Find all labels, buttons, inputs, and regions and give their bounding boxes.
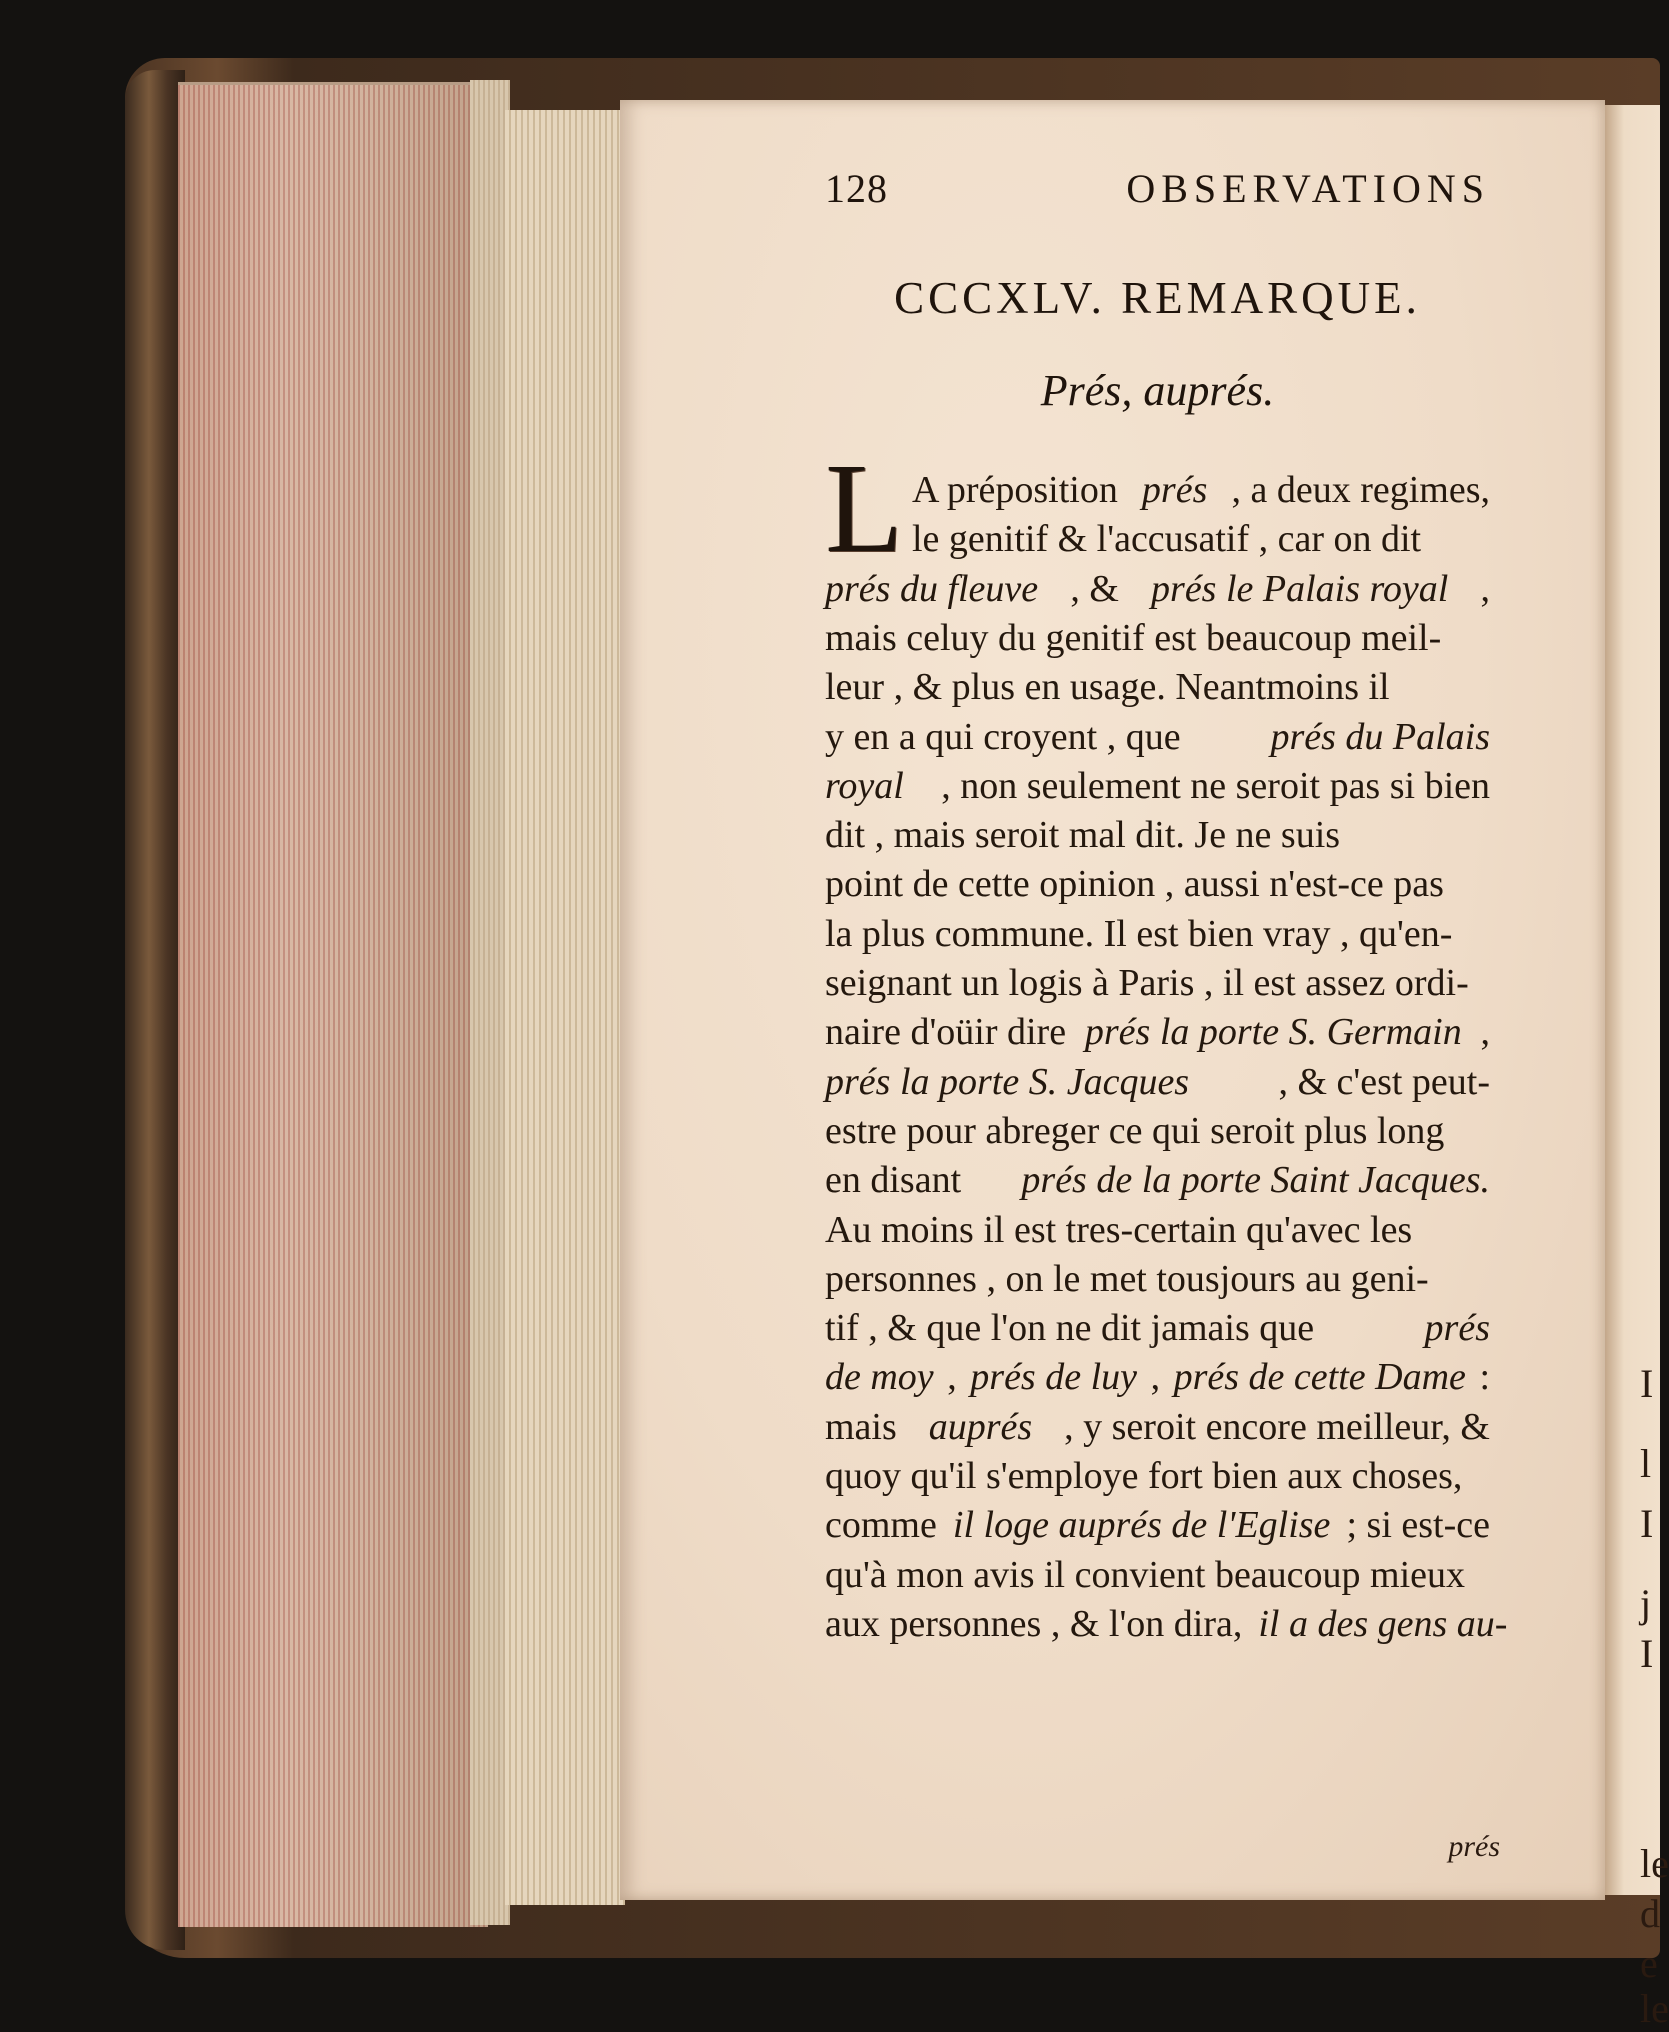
text-segment: comme	[825, 1504, 937, 1546]
text-line	[825, 1405, 1490, 1449]
text-line	[825, 764, 1490, 808]
text-line	[825, 1503, 1490, 1547]
facing-page-fragment: I	[1640, 1631, 1654, 1676]
text-segment: , a deux regimes,	[1231, 469, 1490, 511]
text-segment: :	[1479, 1356, 1490, 1398]
text-line	[825, 813, 1490, 857]
text-segment: personnes , on le met tousjours au geni-	[825, 1258, 1429, 1300]
text-segment: aux personnes , & l'on dira,	[825, 1603, 1243, 1645]
text-line	[825, 961, 1490, 1005]
text-segment: point de cette opinion , aussi n'est-ce pas	[825, 863, 1444, 905]
text-line	[825, 1454, 1490, 1498]
italic-segment: auprés	[928, 1406, 1033, 1448]
italic-segment: prés de la porte Saint Jacques.	[1021, 1159, 1490, 1201]
running-head	[825, 165, 1490, 225]
italic-segment: prés de luy	[970, 1356, 1138, 1398]
italic-segment: prés la porte S. Germain	[1084, 1011, 1462, 1053]
italic-segment: royal	[825, 765, 904, 807]
text-line	[825, 715, 1490, 759]
page-number: 128	[825, 166, 888, 211]
text-line	[912, 517, 1490, 561]
remark-heading: CCCXLV. REMARQUE.	[894, 273, 1421, 323]
text-segment: mais	[825, 1406, 897, 1448]
text-segment: ,	[1150, 1356, 1161, 1398]
text-segment: leur , & plus en usage. Neantmoins il	[825, 666, 1390, 708]
text-segment: naire d'oüir dire	[825, 1011, 1067, 1053]
text-segment: mais celuy du genitif est beaucoup meil-	[825, 617, 1442, 659]
text-segment: ; si est-ce	[1346, 1504, 1490, 1546]
leather-spine	[125, 70, 185, 1950]
text-line	[825, 1109, 1490, 1153]
text-segment: quoy qu'il s'employe fort bien aux choses,	[825, 1455, 1463, 1497]
text-line	[825, 616, 1490, 660]
text-segment: ,	[947, 1356, 957, 1398]
text-line	[825, 1208, 1490, 1252]
facing-page-fragment: I	[1640, 1361, 1654, 1406]
text-segment: ,	[1480, 1011, 1490, 1053]
italic-segment: il a des gens au-	[1258, 1603, 1508, 1645]
facing-page-fragment: le	[1640, 1986, 1669, 2031]
subject-heading: Prés, auprés.	[1040, 366, 1275, 415]
text-line	[825, 1553, 1490, 1597]
text-line	[825, 1602, 1508, 1646]
page-stack-step	[470, 80, 510, 1925]
text-line	[825, 912, 1490, 956]
drop-cap: L	[825, 437, 904, 579]
page-stack-edge	[178, 82, 488, 1927]
text-segment: seignant un logis à Paris , il est assez ordi-	[825, 962, 1469, 1004]
text-segment: la plus commune. Il est bien vray , qu'en-	[825, 913, 1453, 955]
facing-page-fragment: e	[1640, 1941, 1658, 1986]
text-segment: , y seroit encore meilleur, &	[1064, 1406, 1490, 1448]
text-segment: le genitif & l'accusatif , car on dit	[912, 518, 1422, 560]
text-line	[825, 1060, 1490, 1104]
running-title: OBSERVATIONS	[1126, 166, 1490, 211]
text-line	[825, 862, 1490, 906]
text-line	[825, 567, 1490, 611]
text-line	[825, 1257, 1490, 1301]
facing-page-fragment: l	[1640, 1441, 1652, 1486]
italic-segment: prés	[1424, 1307, 1490, 1349]
italic-segment: de moy	[825, 1356, 934, 1398]
text-segment: dit , mais seroit mal dit. Je ne suis	[825, 814, 1341, 856]
text-segment: A préposition	[912, 469, 1118, 511]
italic-segment: il loge auprés de l'Eglise	[952, 1504, 1331, 1546]
text-segment: , & c'est peut-	[1278, 1061, 1490, 1103]
text-line	[912, 468, 1490, 512]
text-segment: , &	[1070, 568, 1119, 610]
italic-segment: prés la porte S. Jacques	[825, 1061, 1190, 1103]
text-line	[825, 1306, 1490, 1350]
text-line	[825, 1010, 1490, 1054]
text-line	[825, 1355, 1490, 1399]
page-stack-step	[505, 110, 625, 1905]
text-segment: , non seulement ne seroit pas si bien	[941, 765, 1490, 807]
italic-segment: prés	[1141, 469, 1208, 511]
facing-page-fragment: I	[1640, 1501, 1654, 1546]
text-segment: y en a qui croyent , que	[825, 716, 1181, 758]
text-segment: qu'à mon avis il convient beaucoup mieux	[825, 1554, 1466, 1596]
text-line	[825, 665, 1490, 709]
text-segment: Au moins il est tres-certain qu'avec les	[825, 1209, 1413, 1251]
italic-segment: prés de cette Dame	[1173, 1356, 1466, 1398]
italic-segment: prés du Palais	[1270, 716, 1490, 758]
text-segment: ,	[1480, 568, 1490, 610]
italic-segment: prés du fleuve	[825, 568, 1039, 610]
italic-segment: prés le Palais royal	[1151, 568, 1449, 610]
facing-page-fragment: le	[1640, 1841, 1669, 1886]
text-line	[825, 1158, 1490, 1202]
text-segment: estre pour abreger ce qui seroit plus long	[825, 1110, 1445, 1152]
facing-page-fragment: d	[1640, 1891, 1660, 1936]
text-segment: tif , & que l'on ne dit jamais que	[825, 1307, 1315, 1349]
text-segment: en disant	[825, 1159, 962, 1201]
facing-page-fragment: j	[1640, 1581, 1652, 1626]
catchword: prés	[1448, 1830, 1500, 1863]
